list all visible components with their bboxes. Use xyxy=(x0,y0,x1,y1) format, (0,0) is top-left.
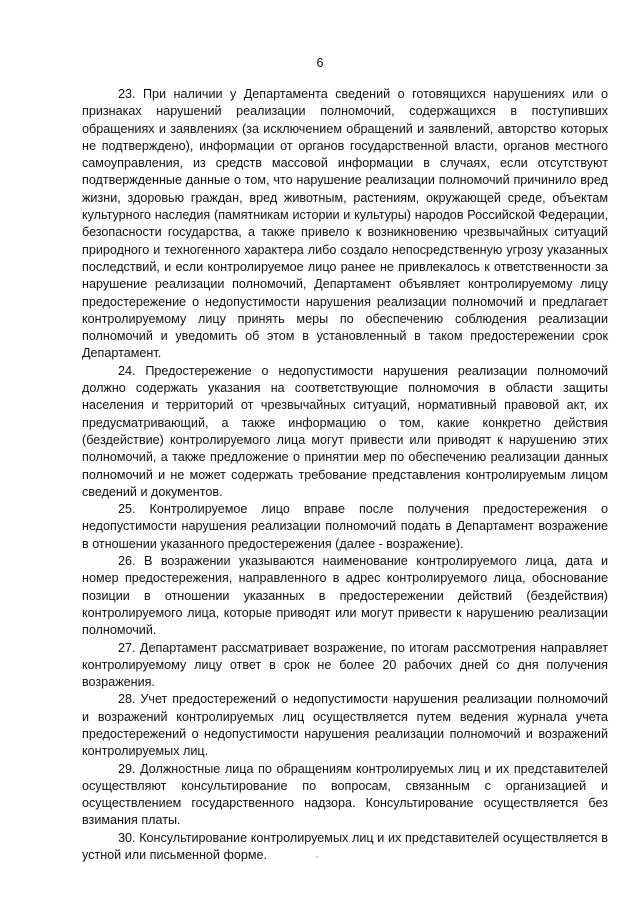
paragraph-23: 23. При наличии у Департамента сведений о готовящихся нарушениях или о признаках нарушений реализации полномочий, содержащихся в поступивших обращениях и заявлениях (за исключением обращений и заявлений, авторство которых не подтверждено), информации от органов государственной власти, органов местного самоуправления, из средств массовой информации в случаях, если отсутствуют подтвержденные данные о том, что нарушение реализации полномочий причинило вред жизни, здоровью граждан, вред животным, растениям, окружающей среде, объектам культурного наследия (памятникам истории и культуры) народов Российской Федерации, безопасности государства, а также привело к возникновению чрезвычайных ситуаций природного и техногенного характера либо создало непосредственную угрозу указанных последствий, и если контролируемое лицо ранее не привлекалось к ответственности за нарушение реализации полномочий, Департамент объявляет контролируемому лицу предостережение о недопустимости нарушения реализации полномочий и предлагает контролируемому лицу принять меры по обеспечению соблюдения реализации полномочий и уведомить об этом в установленный в таком предостережении срок Департамент. xyxy=(82,87,608,361)
scan-speck xyxy=(316,856,318,858)
paragraph-24: 24. Предостережение о недопустимости нарушения реализации полномочий должно содержать указания на соответствующие полномочия в области защиты населения и территорий от чрезвычайных ситуаций, нормативный правовой акт, их предусматривающий, а также информацию о том, какие конкретно действия (бездействие) контролируемого лица могут привести или приводят к нарушению этих полномочий, а также предложение о принятии мер по обеспечению реализации данных полномочий и не может содержать требование представления контролируемым лицом сведений и документов. xyxy=(82,363,608,499)
paragraph-28: 28. Учет предостережений о недопустимости нарушения реализации полномочий и возражений контролируемых лиц осуществляется путем ведения журнала учета предостережений о недопустимости нарушения реализации полномочий и возражений контролируемых лиц. xyxy=(82,692,608,759)
paragraph-26: 26. В возражении указываются наименование контролируемого лица, дата и номер предостережения, направленного в адрес контролируемого лица, обоснование позиции в отношении указанных в предостережении действий (бездействия) контролируемого лица, которые приводят или могут привести к нарушению реализации полномочий. xyxy=(82,554,608,638)
paragraph-27: 27. Департамент рассматривает возражение, по итогам рассмотрения направляет контролируемому лицу ответ в срок не более 20 рабочих дней со дня получения возражения. xyxy=(82,640,608,690)
paragraph-29: 29. Должностные лица по обращениям контролируемых лиц и их представителей осуществляют консультирование по вопросам, связанным с организацией и осуществлением государственного надзора. Консультирование осуществляется без взимания платы. xyxy=(82,761,608,828)
paragraph-30: 30. Консультирование контролируемых лиц и их представителей осуществляется в устной или письменной форме. xyxy=(82,830,608,863)
paragraph-25: 25. Контролируемое лицо вправе после получения предостережения о недопустимости нарушения реализации полномочий подать в Департамент возражение в отношении указанного предостережения (далее - возражение). xyxy=(82,502,608,551)
document-body xyxy=(82,86,608,864)
page-number: 6 xyxy=(316,56,324,70)
